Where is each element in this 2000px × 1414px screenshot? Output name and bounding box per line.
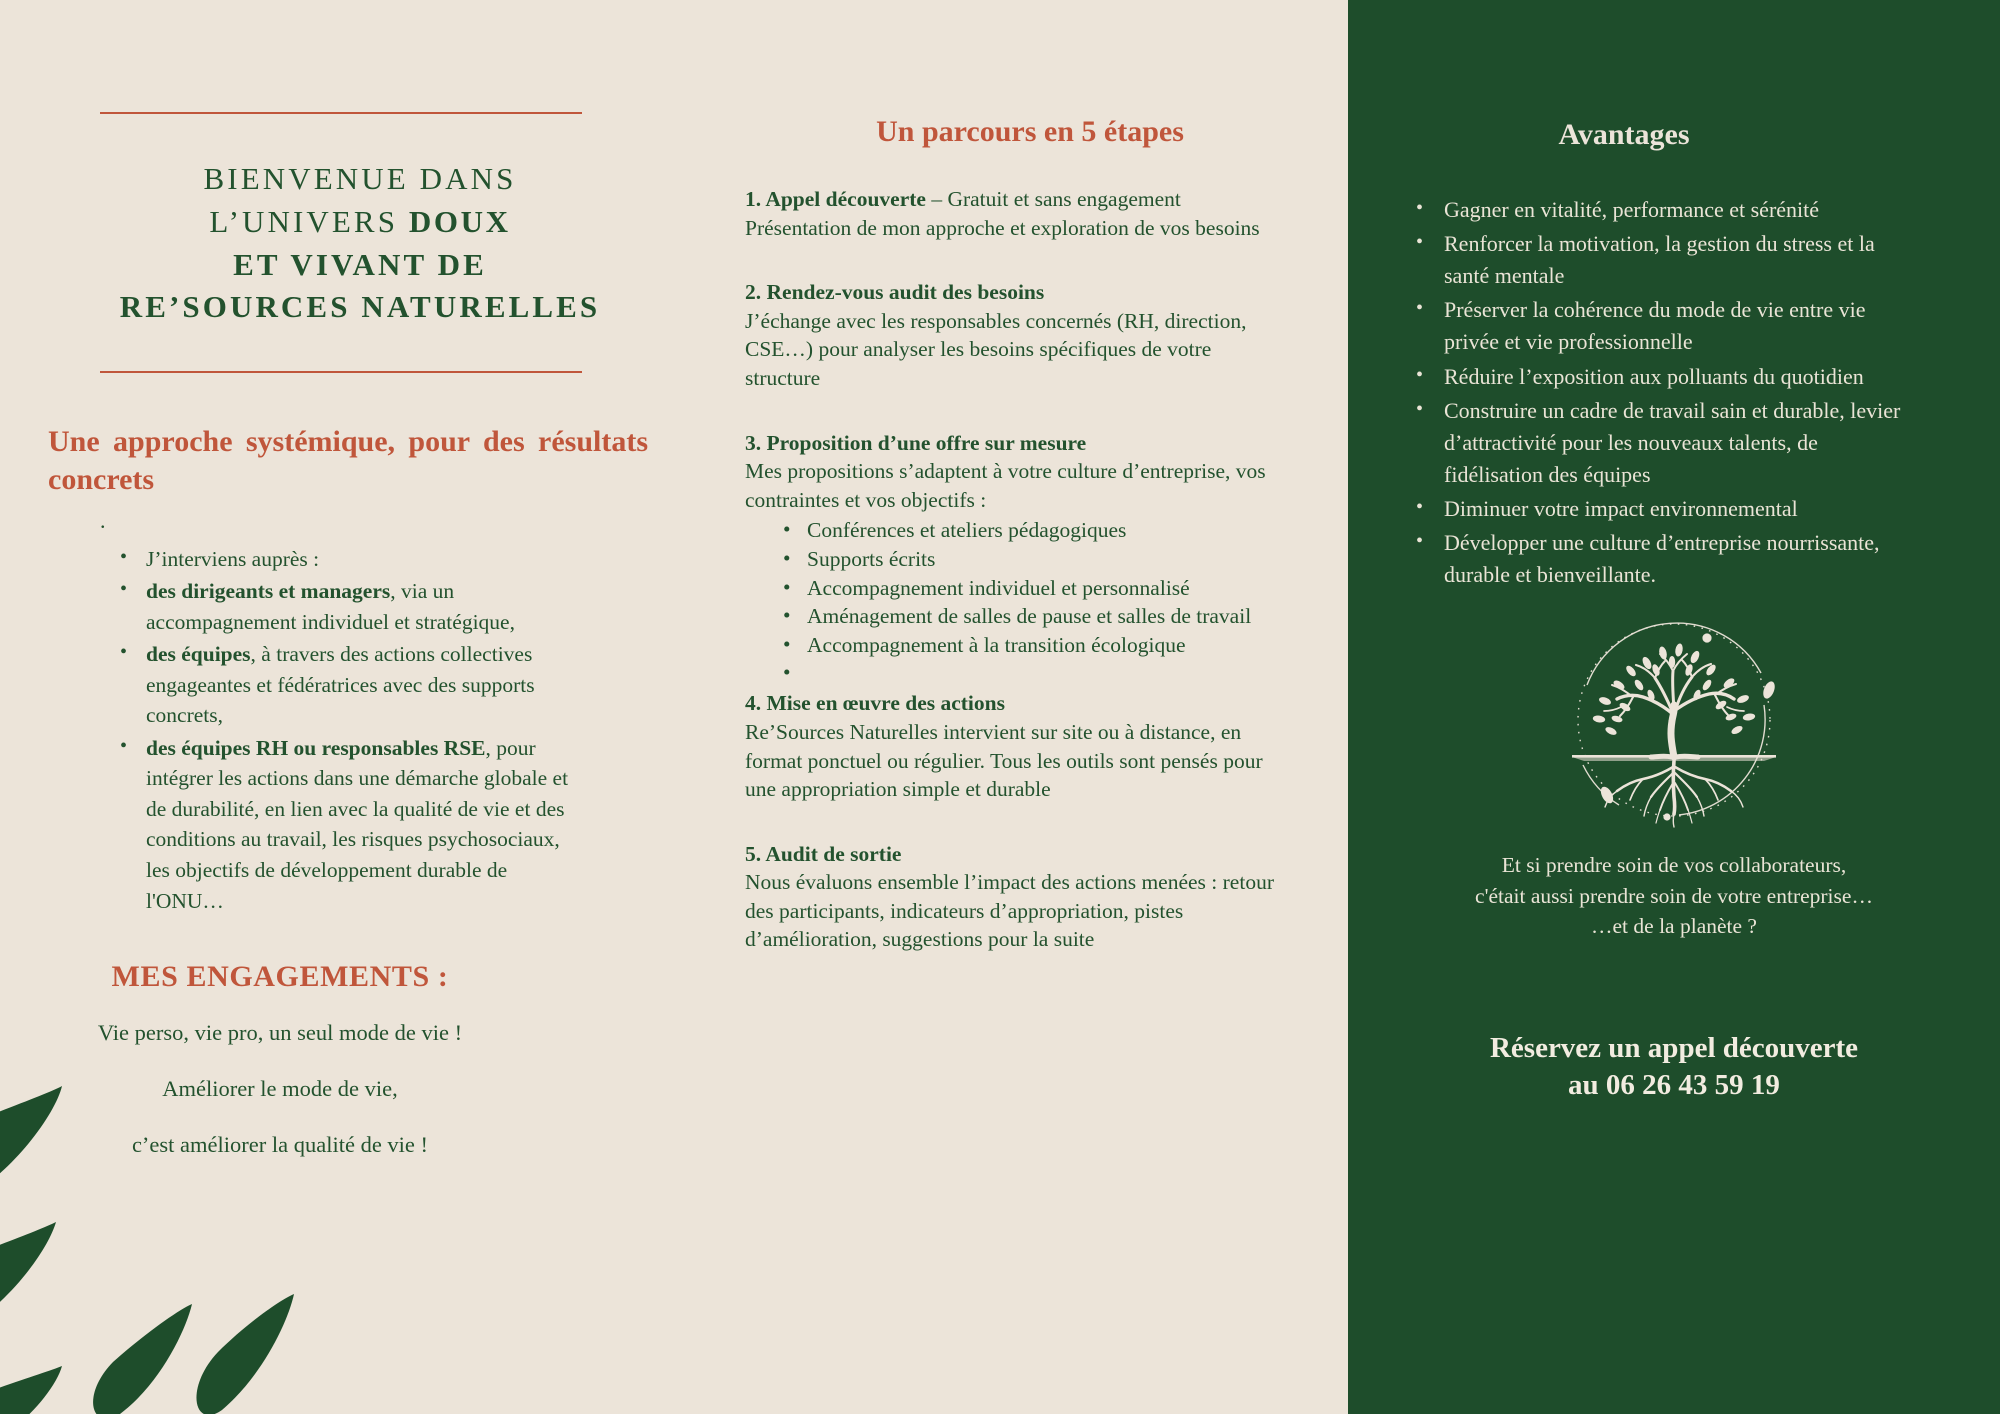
list-item-text: J’interviens auprès : <box>146 546 320 571</box>
list-item: • Diminuer votre impact environnemental <box>1416 493 1914 525</box>
welcome-line-3: ET VIVANT DE <box>233 246 487 282</box>
list-item: • Préserver la cohérence du mode de vie entre vie privée et vie professionnelle <box>1416 294 1914 358</box>
quote-line-2: c'était aussi prendre soin de votre entreprise… <box>1475 883 1873 908</box>
stray-bullet-marker: . <box>100 507 106 533</box>
list-item-text: , à travers des actions collectives engageantes et fédératrices avec des supports concrets, <box>146 642 535 728</box>
sub-list-item: • Aménagement de salles de pause et salles de travail <box>783 602 1290 631</box>
heading-mes-engagements: MES ENGAGEMENTS : <box>111 960 449 994</box>
tagline-2: Améliorer le mode de vie, <box>162 1076 398 1102</box>
cta-block[interactable] <box>1384 1030 1964 1104</box>
cta-line-1: Réservez un appel découverte <box>1489 1031 1859 1064</box>
list-item: • Gagner en vitalité, performance et sérénité <box>1416 194 1914 226</box>
welcome-line-1: BIENVENUE DANS <box>203 161 517 196</box>
heading-parcours: Un parcours en 5 étapes <box>876 115 1184 148</box>
step-body: Mes propositions s’adaptent à votre culture d’entreprise, vos contraintes et vos objectifs : <box>745 459 1266 512</box>
list-item: • Renforcer la motivation, la gestion du stress et la santé mentale <box>1416 228 1914 292</box>
list-item-text: , pour intégrer les actions dans une démarche globale et de durabilité, en lien avec la qualité de vie et des conditions au travail, les risques psychosociaux, les objectifs de développement durable de l'ONU… <box>146 735 569 913</box>
step-title: 5. Audit de sortie <box>745 841 902 866</box>
step-body: Présentation de mon approche et exploration de vos besoins <box>745 215 1260 240</box>
right-green-panel <box>1348 0 2000 1414</box>
welcome-line-2 <box>90 201 630 244</box>
welcome-line-4: RE’SOURCES NATURELLES <box>119 289 601 325</box>
advantages-list <box>1348 194 2000 591</box>
step-title: 3. Proposition d’une offre sur mesure <box>745 430 1087 455</box>
list-item-bold: des équipes RH ou responsables RSE <box>146 735 486 760</box>
list-item: • Construire un cadre de travail sain et durable, levier d’attractivité pour les nouveaux talents, de fidélisation des équipes <box>1416 395 1914 491</box>
sub-list-item-empty <box>783 659 1290 689</box>
sub-list-item: • Accompagnement à la transition écologique <box>783 631 1290 660</box>
heading-avantages: Avantages <box>1558 118 1690 151</box>
list-item-text: , via un accompagnement individuel et stratégique, <box>146 579 515 634</box>
left-bullet-list <box>0 544 720 916</box>
cta-phone-number[interactable]: au 06 26 43 59 19 <box>1568 1068 1780 1101</box>
list-item <box>120 544 586 575</box>
step-5 <box>745 840 1290 954</box>
list-item-bold: des dirigeants et managers <box>146 579 391 604</box>
middle-column <box>740 0 1340 1414</box>
quote-line-3: …et de la planète ? <box>1591 914 1757 939</box>
left-column <box>0 0 720 1414</box>
quote-line-1: Et si prendre soin de vos collaborateurs, <box>1501 853 1847 878</box>
tagline-1: Vie perso, vie pro, un seul mode de vie ! <box>97 1020 463 1046</box>
welcome-spacer <box>0 329 720 371</box>
sub-list-item: • Conférences et ateliers pédagogiques <box>783 516 1290 545</box>
list-item <box>120 733 586 916</box>
step-title-suffix: – Gratuit et sans engagement <box>925 187 1181 211</box>
step-body: Nous évaluons ensemble l’impact des actions menées : retour des participants, indicateurs d’appropriation, pistes d’amélioration, suggestions pour la suite <box>745 870 1274 952</box>
list-item: • Développer une culture d’entreprise nourrissante, durable et bienveillante. <box>1416 527 1914 591</box>
divider-top <box>100 112 582 114</box>
divider-bottom <box>100 371 582 373</box>
heading-approche-systemique: Une approche systémique, pour des résultats concrets <box>48 425 648 497</box>
step-1 <box>745 185 1290 242</box>
list-item-bold: des équipes <box>146 642 251 667</box>
tree-of-life-logo <box>1559 615 1789 830</box>
step-title: 4. Mise en œuvre des actions <box>745 691 1005 716</box>
sub-list-item: • Supports écrits <box>783 545 1290 574</box>
step-body: J’échange avec les responsables concernés (RH, direction, CSE…) pour analyser les besoins spécifiques de votre structure <box>745 308 1247 390</box>
list-item: • Réduire l’exposition aux polluants du quotidien <box>1416 361 1914 393</box>
tagline-3: c’est améliorer la qualité de vie ! <box>131 1132 429 1158</box>
list-item <box>120 576 586 637</box>
step-4 <box>745 689 1290 803</box>
step-3-sub-list <box>745 516 1290 689</box>
step-title: 1. Appel découverte <box>745 187 926 211</box>
step-title: 2. Rendez-vous audit des besoins <box>745 280 1045 305</box>
quote-block <box>1384 850 1964 942</box>
sub-list-item: • Accompagnement individuel et personnalisé <box>783 574 1290 603</box>
welcome-line-2-emphasis: DOUX <box>408 203 511 239</box>
welcome-heading <box>90 158 630 329</box>
step-body: Re’Sources Naturelles intervient sur site ou à distance, en format ponctuel ou régulier. Tous les outils sont pensés pour une appropriation simple et durable <box>745 719 1263 802</box>
step-3 <box>745 429 1290 690</box>
step-2 <box>745 278 1290 392</box>
list-item <box>120 639 586 731</box>
welcome-line-2-text: L’UNIVERS <box>209 203 409 239</box>
